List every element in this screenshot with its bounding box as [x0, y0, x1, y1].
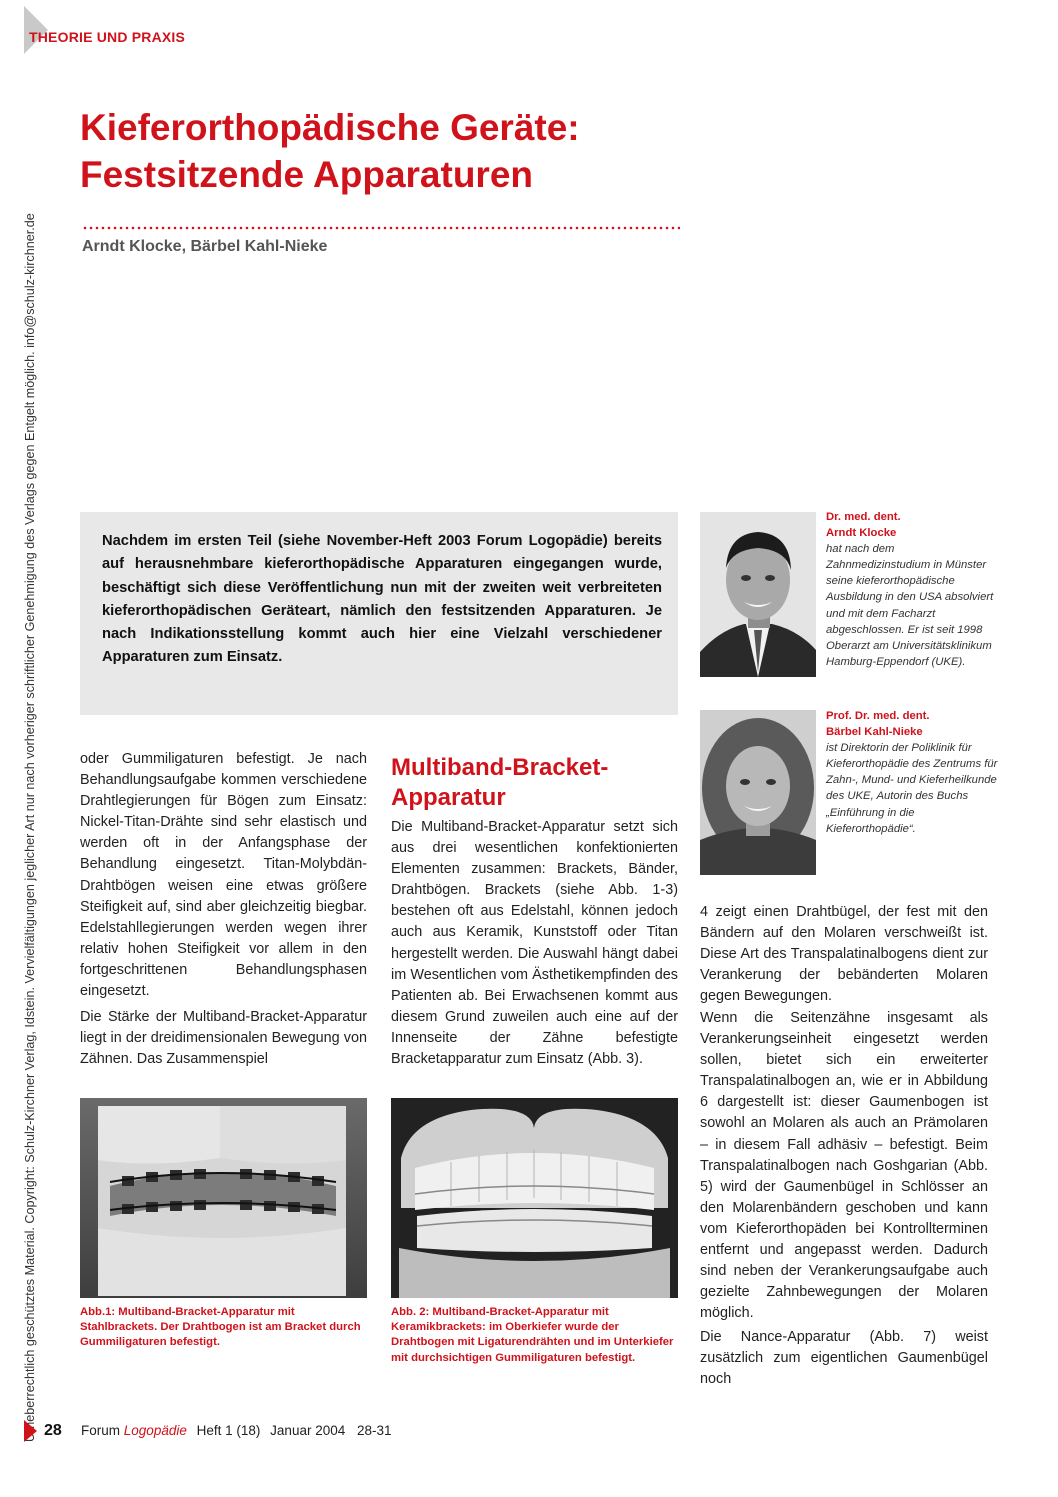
- title-line-2: Festsitzende Apparaturen: [80, 154, 533, 195]
- author-photo-klocke: [700, 512, 816, 677]
- footer-pages: 28-31: [357, 1423, 392, 1438]
- section-label: THEORIE UND PRAXIS: [29, 29, 186, 45]
- body-column-1b: Die Stärke der Multiband-Bracket-Apparatur liegt in der dreidimensionalen Bewegung von Zähnen. Das Zusammenspiel: [80, 1009, 367, 1068]
- author-bio-klocke: [826, 509, 1001, 670]
- figure-1-image: [80, 1098, 367, 1298]
- section-heading: Multiband-Bracket-Apparatur: [391, 754, 609, 811]
- author-title-2: Prof. Dr. med. dent.: [826, 710, 930, 722]
- footer-date: Januar 2004: [270, 1423, 346, 1438]
- copyright-text: Urheberrechtlich geschütztes Material. Copyright: Schulz-Kirchner Verlag, Idstein. Vervielfältigungen jeglicher Art nur nach vorheriger schriftlicher Genehmigung des Verlags gegen Entgelt möglich. info@schulz-kirchner.de: [23, 213, 37, 1442]
- article-authors: Arndt Klocke, Bärbel Kahl-Nieke: [82, 238, 328, 255]
- footer-line: [81, 1420, 392, 1442]
- figure-2-caption: Abb. 2: Multiband-Bracket-Apparatur mit Keramikbrackets: im Oberkiefer wurde der Drahtbogen mit Ligaturendrähten und im Unterkiefer mit durchsichtigen Gummiligaturen befestigt.: [391, 1306, 674, 1364]
- author-bio-kahl-nieke: [826, 708, 1001, 837]
- figure-2-image: [391, 1098, 678, 1298]
- body-column-3c: Die Nance-Apparatur (Abb. 7) weist zusätzlich zum eigentlichen Gaumenbügel noch: [700, 1329, 988, 1388]
- author-title-1: Dr. med. dent.: [826, 511, 901, 523]
- copyright-sidebar: [16, 62, 40, 1442]
- abstract-box: [80, 512, 678, 715]
- author-name-1: Arndt Klocke: [826, 527, 897, 540]
- author-name-2: Bärbel Kahl-Nieke: [826, 726, 923, 739]
- author-text-1: hat nach dem Zahnmedizinstudium in Münster seine kieferorthopädische Ausbildung in den USA absolviert und mit dem Facharzt abgeschlossen. Er ist seit 1998 Oberarzt am Universitätsklinikum Hamburg-Eppendorf (UKE).: [826, 543, 994, 668]
- page-number: 28: [44, 1422, 62, 1439]
- dotted-rule: [82, 226, 680, 230]
- body-column-3b: Wenn die Seitenzähne insgesamt als Verankerungseinheit eingesetzt werden sollen, bietet sich ein erweiterter Transpalatinalbogen an, wie er in Abbildung 6 dargestellt ist: dieser Gaumenbogen ist sowohl an Molaren als auch an Prämolaren – in diesem Fall adhäsiv – befestigt. Beim Transpalatinalbogen nach Goshgarian (Abb. 5) wird der Gaumenbügel in Schlösser an den Molarenbändern geschoben und kann vom Kieferorthopäden bei Kontrollterminen entfernt und angepasst werden. Dadurch sind neben der Verankerungsaufgabe auch gezielte Zahnbewegungen der Molaren möglich.: [700, 1010, 988, 1322]
- body-column-2: Die Multiband-Bracket-Apparatur setzt sich aus drei wesentlichen konfektionierten Elementen zusammen: Brackets, Bänder, Drahtbögen. Brackets (siehe Abb. 1-3) bestehen oft aus Edelstahl, können jedoch auch aus Keramik, Kunststoff oder Titan hergestellt werden. Die Auswahl hängt dabei im Wesentlichen vom Ästhetikempfinden des Patienten ab. Bei Erwachsenen kommt aus diesem Grund zuweilen auch eine auf der Innenseite der Zähne befestigte Bracketapparatur zum Einsatz (Abb. 3).: [391, 819, 678, 1068]
- author-text-2: ist Direktorin der Poliklinik für Kieferorthopädie des Zentrums für Zahn-, Mund- und Kieferheilkunde des UKE, Autorin des Buchs „Einführung in die Kieferorthopädie“.: [826, 742, 998, 835]
- abstract-text: Nachdem im ersten Teil (siehe November-Heft 2003 Forum Logopädie) bereits auf herausnehmbare kieferorthopädische Apparaturen eingegangen wurde, beschäftigt sich diese Veröffentlichung nun mit der zweiten weit verbreiteten kieferorthopädischen Geräteart, nämlich den festsitzenden Apparaturen. Je nach Indikationsstellung kommt auch hier eine Vielzahl verschiedener Apparaturen zum Einsatz.: [102, 533, 662, 666]
- body-column-3: 4 zeigt einen Drahtbügel, der fest mit den Bändern auf den Molaren verschweißt ist. Diese Art des Transpalatinalbogens dient zur Verankerung der bebänderten Molaren gegen Bewegungen.: [700, 904, 988, 1005]
- author-photo-kahl-nieke: [700, 710, 816, 875]
- title-line-1: Kieferorthopädische Geräte:: [80, 107, 580, 148]
- footer-arrow-icon: [24, 1420, 37, 1442]
- footer-issue: Heft 1 (18): [196, 1423, 261, 1438]
- figure-1-caption: Abb.1: Multiband-Bracket-Apparatur mit Stahlbrackets. Der Drahtbogen ist am Bracket durch Gummiligaturen befestigt.: [80, 1306, 361, 1349]
- article-title: [80, 104, 720, 198]
- body-column-1: oder Gummiligaturen befestigt. Je nach Behandlungsaufgabe kommen verschiedene Drahtlegierungen für Bögen zum Einsatz: Nickel-Titan-Drähte sind sehr elastisch und werden oft in der Anfangsphase der Behandlung eingesetzt. Titan-Molybdän-Drahtbögen weisen eine etwas größere Steifigkeit auf, sind aber gleichzeitig biegbar. Edelstahllegierungen werden wegen ihrer relativ hohen Steifigkeit vor allem in den fortgeschrittenen Behandlungsphasen eingesetzt.: [80, 751, 367, 1000]
- footer-journal-italic: Logopädie: [123, 1423, 187, 1438]
- footer-journal: Forum: [81, 1423, 121, 1438]
